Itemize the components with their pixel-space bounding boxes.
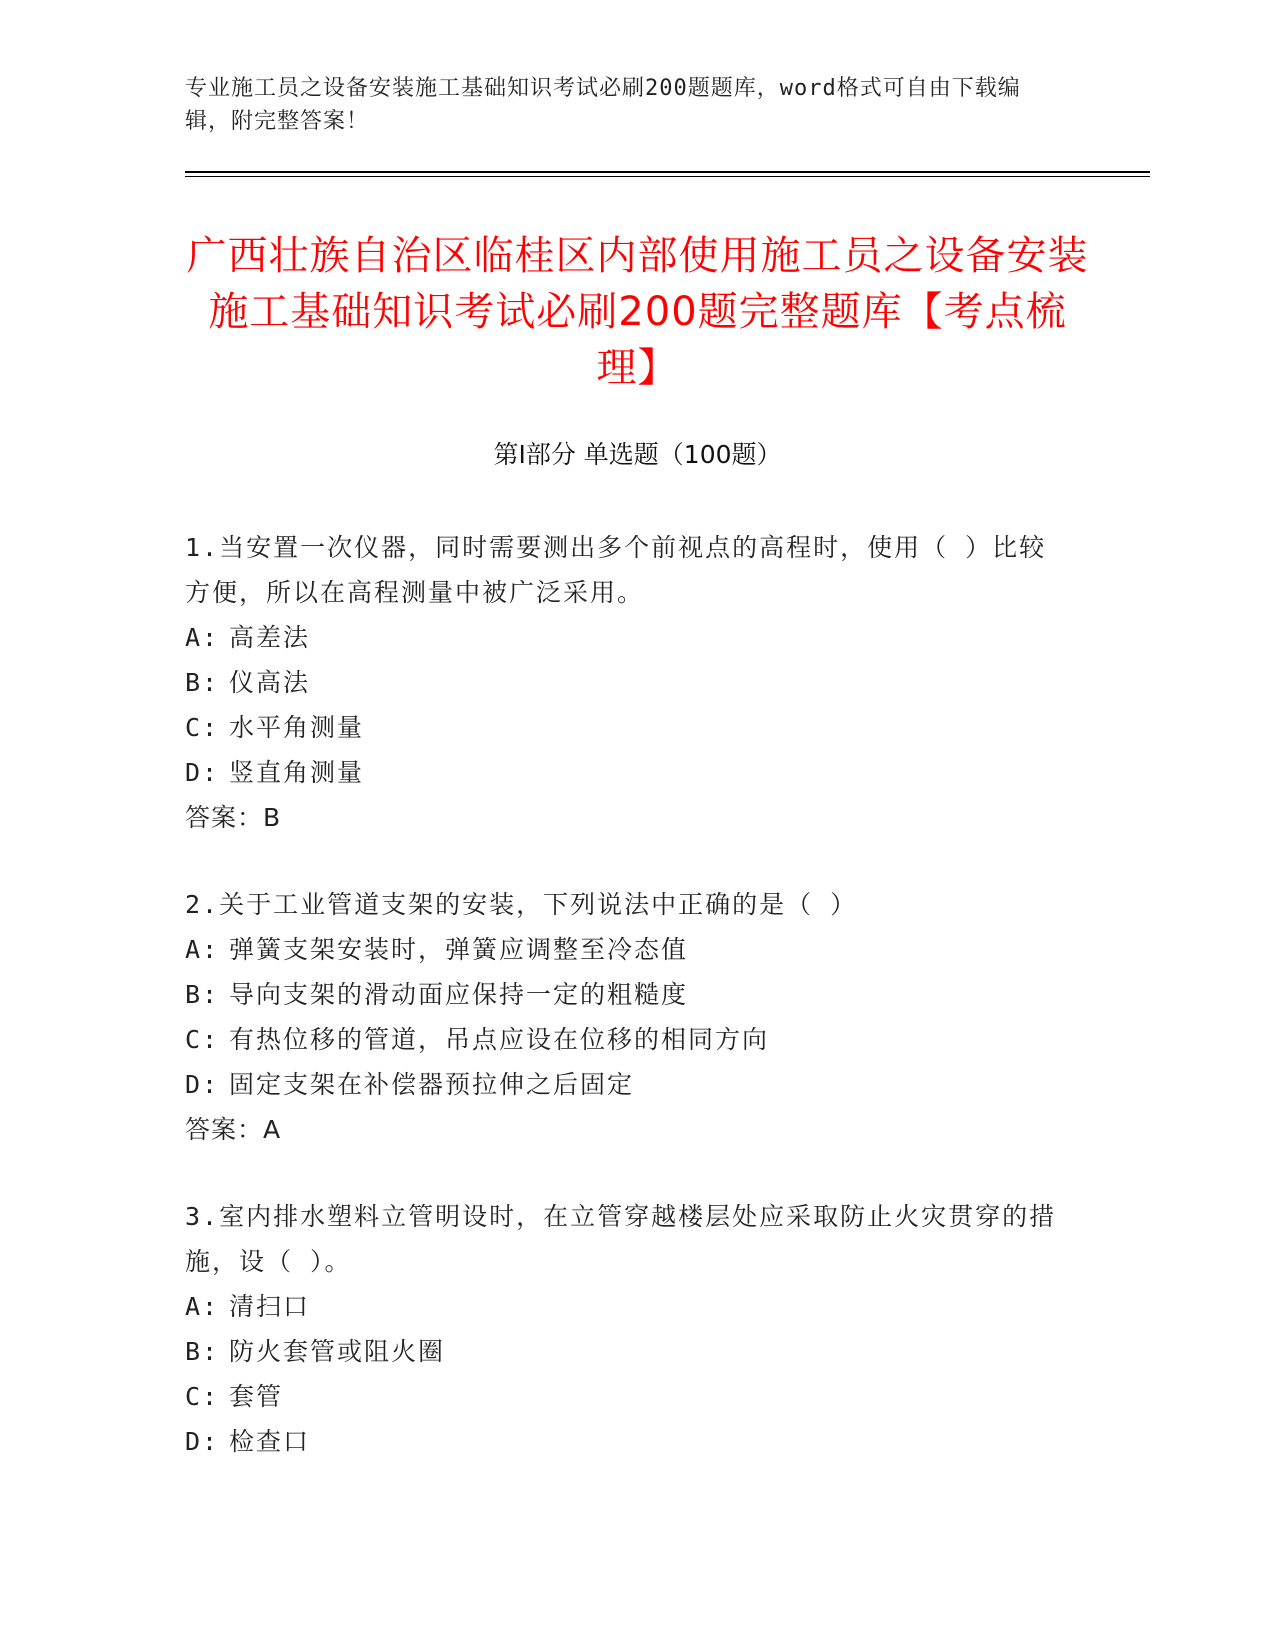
option-c (185, 705, 1065, 750)
option-text: 有热位移的管道，吊点应设在位移的相同方向 (229, 1025, 770, 1054)
option-c (185, 1017, 1065, 1062)
option-text: 水平角测量 (229, 713, 365, 742)
option-text: 套管 (229, 1382, 284, 1411)
question-list (185, 525, 1065, 1506)
option-text: 竖直角测量 (229, 758, 365, 787)
question-stem: 3.室内排水塑料立管明设时，在立管穿越楼层处应采取防止火灾贯穿的措施，设（ ）。 (185, 1202, 1057, 1276)
document-title: 广西壮族自治区临桂区内部使用施工员之设备安装施工基础知识考试必刷200题完整题库【考点梳理】 (186, 233, 1089, 391)
section-heading: 第Ⅰ部分 单选题（100题） (493, 440, 782, 469)
option-key: D: (185, 1070, 220, 1099)
option-a (185, 1284, 1065, 1329)
option-text: 高差法 (229, 623, 311, 652)
question-stem: 1.当安置一次仪器，同时需要测出多个前视点的高程时，使用（ ）比较方便，所以在高程测量中被广泛采用。 (185, 533, 1047, 607)
answer-line: 答案：A (185, 1115, 282, 1144)
option-d (185, 1062, 1065, 1107)
option-key: B: (185, 668, 220, 697)
option-key: D: (185, 1427, 220, 1456)
option-key: B: (185, 1337, 220, 1366)
option-text: 弹簧支架安装时，弹簧应调整至冷态值 (229, 935, 689, 964)
option-key: C: (185, 1025, 220, 1054)
option-c (185, 1374, 1065, 1419)
option-key: C: (185, 713, 220, 742)
option-a (185, 927, 1065, 972)
option-key: A: (185, 1292, 220, 1321)
option-a (185, 615, 1065, 660)
header-note: 专业施工员之设备安装施工基础知识考试必刷200题题库，word格式可自由下载编辑，附完整答案！ (185, 76, 1021, 134)
option-key: D: (185, 758, 220, 787)
option-key: B: (185, 980, 220, 1009)
option-key: C: (185, 1382, 220, 1411)
question-item (185, 1194, 1065, 1464)
option-text: 检查口 (229, 1427, 311, 1456)
option-d (185, 1419, 1065, 1464)
option-key: A: (185, 935, 220, 964)
option-b (185, 1329, 1065, 1374)
option-b (185, 660, 1065, 705)
option-text: 防火套管或阻火圈 (229, 1337, 446, 1366)
option-text: 清扫口 (229, 1292, 311, 1321)
question-item (185, 525, 1065, 840)
question-stem: 2.关于工业管道支架的安装，下列说法中正确的是（ ） (185, 890, 858, 919)
header-divider-top (185, 171, 1150, 173)
option-d (185, 750, 1065, 795)
header-divider-bottom (185, 176, 1150, 177)
option-text: 仪高法 (229, 668, 311, 697)
option-key: A: (185, 623, 220, 652)
option-text: 导向支架的滑动面应保持一定的粗糙度 (229, 980, 689, 1009)
answer-line: 答案：B (185, 803, 282, 832)
option-text: 固定支架在补偿器预拉伸之后固定 (229, 1070, 635, 1099)
question-item (185, 882, 1065, 1152)
option-b (185, 972, 1065, 1017)
